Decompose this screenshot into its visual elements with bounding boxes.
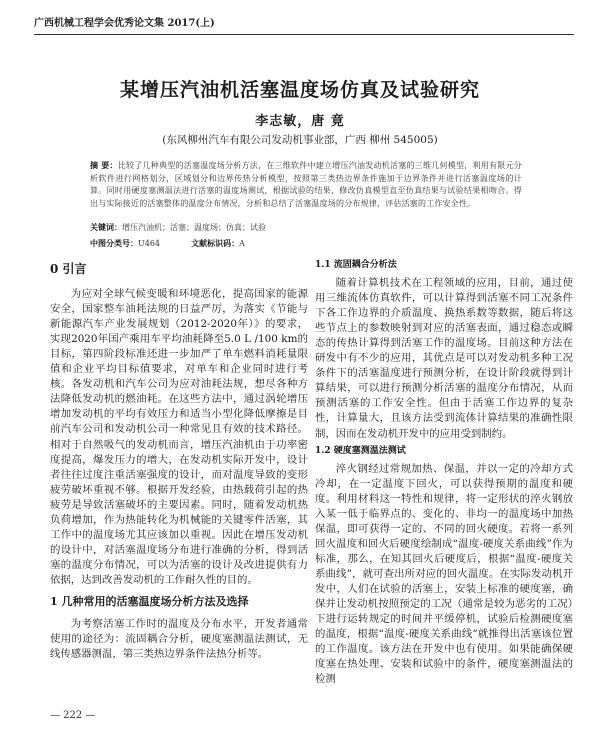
doc-code: A [239, 239, 245, 248]
affiliation: (东风柳州汽车有限公司发动机事业部，广西 柳州 545005) [162, 134, 438, 146]
classification-line [90, 238, 522, 249]
doc-code-label: 文献标识码： [191, 238, 240, 248]
section-1-paragraph: 为考察活塞工作时的温度及分布水平，开发者通常使用的途径为：流固耦合分析，硬度塞测温法测试，无线传感器测温，第三类热边界条件法热分析等。 [50, 618, 308, 661]
section-1-1-heading: 1.1 流固耦合分析法 [315, 260, 397, 270]
running-head: 广西机械工程学会优秀论文集 2017(上) [34, 14, 574, 35]
left-column [50, 258, 308, 662]
keywords-label: 关键词： [90, 222, 122, 232]
abstract-text: 比较了几种典型的活塞温度场分析方法，在三维软件中建立增压汽油发动机活塞的三维几何模型，利用有限元分析软件进行网格划分，区域划分和边界传热分析模型，按照第三类热边界条件施加于边界条件并进行活塞温度场的计算。同时用硬度塞测温法进行活塞的温度场测试，根据试验的结果，修改仿真模型直至仿真结果与试验结果相吻合。得出与实际接近的活塞整体的温度分布情况，分析和总结了活塞温度场的分布规律，评估活塞的工作安全性。 [90, 161, 523, 208]
section-1-2-paragraph: 淬火钢经过常规加热、保温，并以一定的冷却方式冷却，在一定温度下回火，可以获得预期的温度和硬度。利用材料这一特性和规律，将一定形状的淬火钢放入某一低于临界点的、变化的、非均一的温度场中加热保温，即可获得一定的、不同的回火硬度。若将一系列回火温度和回火后硬度绘制成“温度-硬度关系曲线”作为标准，那么，在知其回火后硬度后，根据“温度-硬度关系曲线”，就可查出所对应的回火温度。在实际发动机开发中，人们在试验的活塞上，安装上标准的硬度塞，确保并让发动机按照预定的工况（通常是较为恶劣的工况）下进行运转规定的时间并平缓停机，试验后检测硬度塞的温度，根据“温度-硬度关系曲线”就推得出活塞该位置的工作温度。该方法在开发中也有使用。如果能确保硬度塞在热处理、安装和试验中的条件，硬度塞测温法的检测 [315, 462, 573, 686]
authors: 李志敏，唐 竟 [255, 114, 345, 129]
keywords [90, 222, 522, 233]
section-1-2-heading: 1.2 硬度塞测温法测试 [315, 445, 406, 456]
classification-code: U464 [138, 239, 161, 248]
section-0-heading: 0 引言 [50, 262, 87, 276]
section-1-heading: 1 几种常用的活塞温度场分析方法及选择 [50, 594, 249, 608]
keywords-text: 增压汽油机；活塞；温度场；仿真；试验 [122, 223, 266, 232]
section-1-1-paragraph: 随着计算机技术在工程领域的应用，目前，通过使用三维流体仿真软件，可以计算得到活塞不同工况条件下各工作边界的介质温度、换热系数等数据，随后将这些节点上的参数映射到对应的活塞表面，通过稳态或瞬态的传热计算得到活塞工作的温度场。目前这种方法在研发中有不少的应用，其优点是可以对发动机多种工况条件下的活塞温度进行预测分析，在设计阶段就得到计算结果，可以进行预测分析活塞的温度分布情况，从而预测活塞的工作安全性。但由于活塞工作边界的复杂性，计算量大，且该方法受到流体计算结果的准确性限制，因而在发动机开发中的应用受到制约。 [315, 277, 573, 440]
abstract-label: 摘 要： [90, 160, 118, 170]
section-0-paragraph: 为应对全球气候变暖和环境恶化，提高国家的能源安全，国家整车油耗法规的日益严厉，为落实《节能与新能源汽车产业发展规划（2012-2020年）》的要求，实现2020年国产乘用车平均油耗降至5.0 L /100 km的目标，第四阶段标准还进一步加严了单车燃料消耗量限值和企业平均目标值要求，对单车和企业同时进行考核。各发动机和汽车公司为应对油耗法规，想尽各种方法降低发动机的燃油耗。在这些方法中，通过涡轮增压增加发动机的平均有效压力和适当小型化降低摩擦是目前汽车公司和发动机公司一种常见且有效的技术路径。相对于自然吸气的发动机而言，增压汽油机由于功率密度提高，爆发压力的增大，在发动机实际开发中，设计者往往过度注重活塞强度的设计，而对温度导致的变形疲劳破坏重视不够。根据开发经验，由热载荷引起的热疲劳是导致活塞破坏的主要因素。同时，随着发动机热负荷增加，作为热能转化为机械能的关键零件活塞，其工作中的温度场尤其应该加以重视。因此在增压发动机的设计中，对活塞温度场分布进行准确的分析，得到活塞的温度分布情况，可以为活塞的设计及改进提供有力依据，达到改善发动机的工作耐久性的目的。 [50, 288, 308, 586]
page-number: — 222 — [50, 710, 96, 721]
classification-label: 中图分类号： [90, 238, 138, 248]
paper-title: 某增压汽油机活塞温度场仿真及试验研究 [119, 79, 480, 101]
right-column [315, 258, 573, 687]
abstract [90, 159, 522, 210]
